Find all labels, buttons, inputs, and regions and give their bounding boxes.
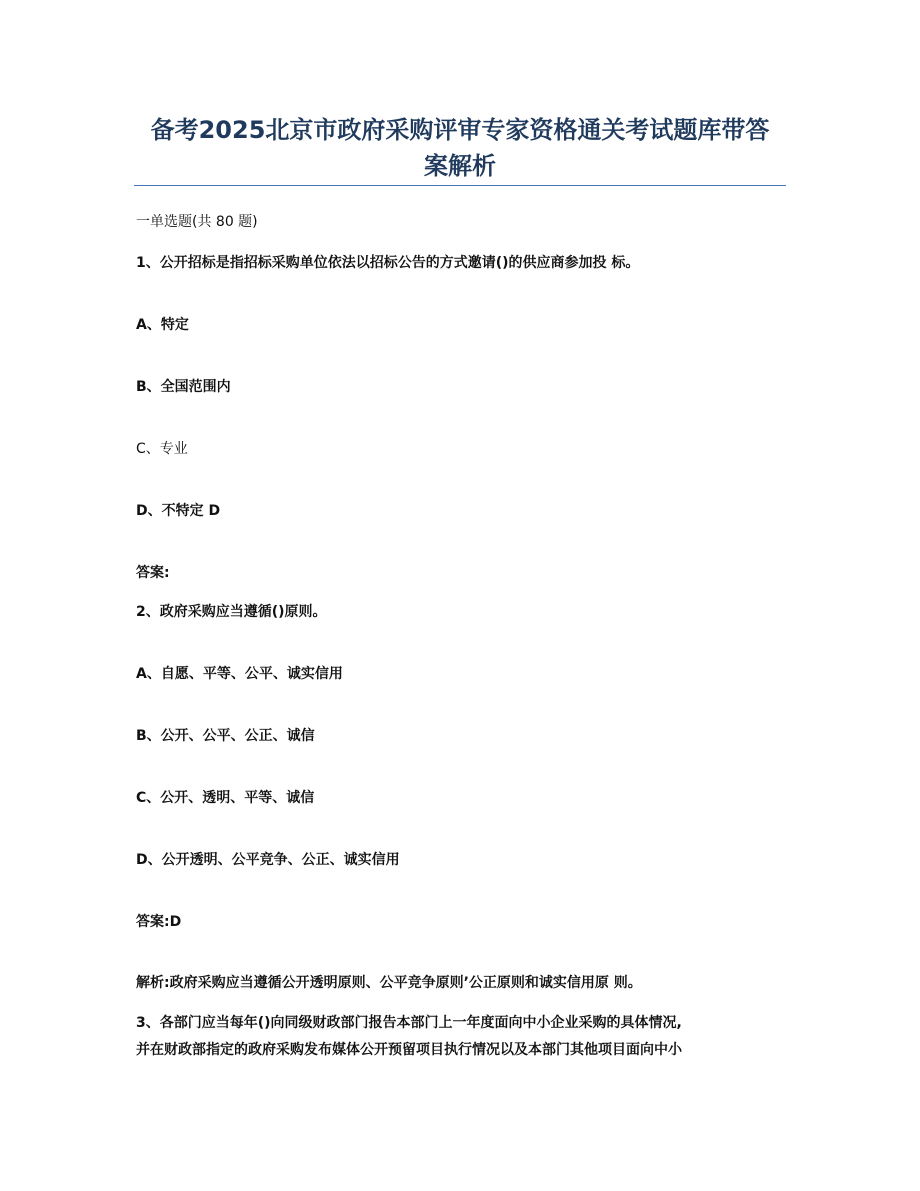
title-line-1: 备考2025北京市政府采购评审专家资格通关考试题库带答 <box>150 116 770 144</box>
title-divider <box>134 185 786 186</box>
title-line-2: 案解析 <box>424 152 496 180</box>
question-2-option-b: B、公开、公平、公正、诚信 <box>136 728 315 744</box>
question-2-stem: 2、政府采购应当遵循()原则。 <box>136 604 327 620</box>
question-2-explanation: 解析:政府采购应当遵循公开透明原则、公平竞争原则’公正原则和诚实信用原 则。 <box>136 975 642 991</box>
question-1-answer: 答案: <box>136 565 170 581</box>
question-2-option-d: D、公开透明、公平竞争、公正、诚实信用 <box>136 852 400 868</box>
question-2-option-a: A、自愿、平等、公平、诚实信用 <box>136 666 343 682</box>
page-title <box>134 112 786 184</box>
question-1-option-a: A、特定 <box>136 317 189 333</box>
section-header: 一单选题(共 80 题) <box>136 214 258 230</box>
question-1-option-c: C、专业 <box>136 441 188 457</box>
question-1-option-d: D、不特定 D <box>136 503 221 519</box>
question-3-stem-line-1: 3、各部门应当每年()向同级财政部门报告本部门上一年度面向中小企业采购的具体情况, <box>136 1015 682 1031</box>
question-2-option-c: C、公开、透明、平等、诚信 <box>136 790 315 806</box>
question-1-stem: 1、公开招标是指招标采购单位依法以招标公告的方式邀请()的供应商参加投 标。 <box>136 255 640 271</box>
question-1-option-b: B、全国范围内 <box>136 379 231 395</box>
question-3-stem-line-2: 并在财政部指定的政府采购发布媒体公开预留项目执行情况以及本部门其他项目面向中小 <box>136 1042 682 1058</box>
question-2-answer: 答案:D <box>136 914 182 930</box>
